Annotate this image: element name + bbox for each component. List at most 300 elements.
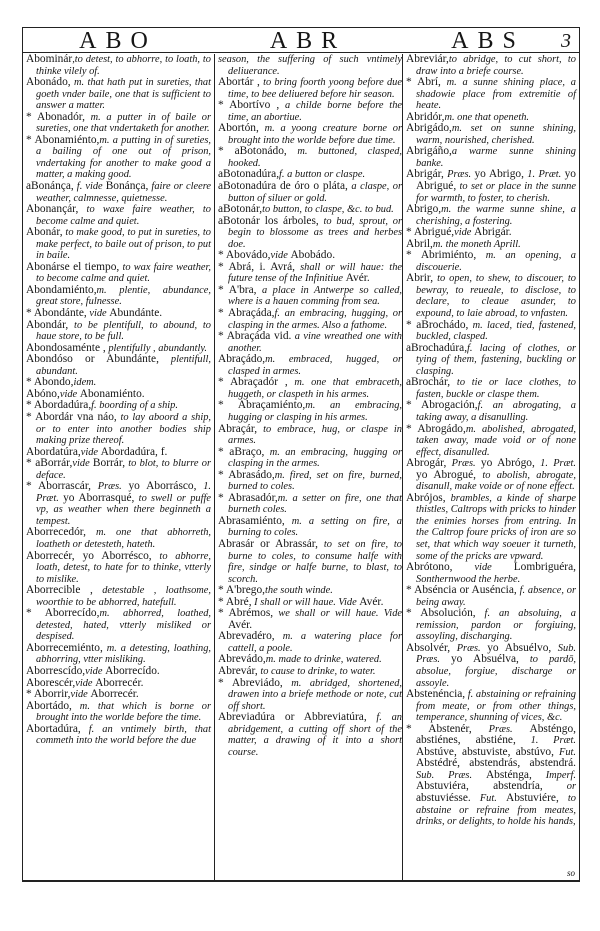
entry-definition: to pardō, absolue, forgiue, discharge or assoyle.: [416, 654, 576, 689]
entry-headword: Absolvér,: [406, 641, 451, 654]
entry-headword: Aborrascár,: [38, 480, 92, 493]
entry-definition: to button, to claspe, &c. to bud.: [262, 204, 394, 216]
entry-headword: Abrigué,: [413, 226, 455, 239]
entry-definition: a warme sunne shining banke.: [416, 146, 576, 169]
asterisk-marker: *: [26, 376, 34, 389]
dictionary-entry: [406, 689, 576, 724]
dictionary-entry: [26, 262, 211, 285]
entry-definition: Sub. Præs.: [416, 769, 486, 781]
entry-headword: Abraçádo,: [218, 353, 266, 366]
entry-headword: aBotonár los árboles,: [218, 214, 319, 227]
entry-definition: f. an abrogating, a taking away, a disanulling.: [416, 400, 576, 423]
entry-headword: Abrasamiénto,: [218, 514, 285, 527]
dictionary-entry: [218, 608, 402, 631]
dictionary-entry: [218, 377, 402, 400]
catchword: so: [566, 868, 575, 878]
entry-definition: to set on fire, to burne to coles, to consume halfe with fire, sindge or halfe burne, to blast, to scorch.: [228, 538, 402, 585]
entry-definition: m. abridged, shortened, drawen into a briefe methode or note, cut off short.: [228, 677, 402, 712]
dictionary-column-middle: [218, 54, 402, 758]
entry-definition: vide: [75, 677, 96, 689]
entry-headword: Aborrecedór,: [26, 526, 86, 539]
entry-headword: Abrémos,: [228, 607, 274, 620]
entry-headword: Abortár ,: [218, 76, 260, 89]
entry-definition: 1. Præt.: [523, 169, 565, 181]
dictionary-entry: [406, 400, 576, 423]
entry-headword: Abondosaménte ,: [26, 341, 106, 354]
asterisk-marker: *: [218, 249, 226, 262]
entry-headword: Abordatúra,: [26, 445, 81, 458]
entry-spanish-form: yo Abrogué,: [416, 468, 477, 481]
entry-spanish-form: Aborrecér.: [90, 688, 139, 701]
asterisk-marker: *: [406, 722, 429, 735]
entry-definition: shall or will haue: the future tense of the Infinitiue: [228, 261, 402, 285]
entry-spanish-form: yo Absuélva,: [450, 653, 519, 666]
entry-headword: Abondo,: [33, 376, 74, 389]
column-divider: [402, 54, 403, 880]
entry-headword: Abstenéncia,: [406, 688, 466, 701]
asterisk-marker: *: [406, 318, 417, 331]
dictionary-entry: [26, 77, 211, 112]
entry-spanish-form: Absténgo, abstiénes, abstiéne,: [416, 722, 576, 747]
entry-definition: to waxe faire weather, to become calme and quiet.: [36, 204, 211, 227]
entry-definition: m. a setting on fire, a burning to coles.: [228, 515, 402, 539]
dictionary-entry: [218, 285, 402, 308]
dictionary-entry: [26, 112, 211, 135]
dictionary-entry: [218, 308, 402, 331]
entry-headword: Abordadúra,: [33, 399, 92, 412]
entry-definition: a place in Antwerpe so called, where is a hauen comming from sea.: [228, 284, 402, 308]
entry-definition: we shall or will haue. Vide: [273, 608, 403, 620]
entry-headword: Abstenér,: [428, 722, 472, 735]
dictionary-entry: [406, 273, 576, 319]
entry-definition: faire or cleere weather, calmnesse, quietnesse.: [36, 181, 211, 204]
entry-headword: Abrogádo,: [417, 422, 466, 435]
dictionary-entry: [218, 123, 402, 146]
entry-definition: 1. Præt.: [36, 481, 211, 504]
dictionary-entry: [218, 400, 402, 423]
entry-definition: Sub. Præs.: [416, 642, 576, 666]
entry-definition: to abhorre, loath, detest, to hate for to thinke, vtterly to mislike.: [36, 550, 211, 585]
entry-headword: Abrevár,: [218, 664, 258, 677]
entry-headword: Abortadúra,: [26, 722, 81, 735]
entry-spanish-form: Absténga,: [485, 768, 532, 781]
header-right-guide: ABS: [451, 28, 525, 54]
entry-headword: Abondamiénto,: [26, 283, 97, 296]
asterisk-marker: *: [218, 376, 230, 389]
dictionary-entry: [26, 724, 211, 747]
entry-definition: f. boording of a ship.: [91, 400, 178, 412]
entry-definition: m. a yoong creature borne or brought into the worlde before due time.: [228, 123, 402, 146]
dictionary-entry: [26, 204, 211, 227]
dictionary-entry: [26, 585, 211, 608]
dictionary-entry: [218, 424, 402, 447]
dictionary-entry: [218, 262, 402, 285]
entry-headword: Abrasádo,: [228, 468, 275, 481]
entry-definition: or: [542, 781, 576, 793]
entry-spanish-form: Abstúve, abstuviste, abstúvo,: [416, 745, 554, 758]
entry-definition: m. one that openeth.: [444, 111, 530, 123]
entry-definition: m. one that abhorreth, loatheth or detesteth, hateth.: [36, 527, 211, 550]
entry-spanish-form: Abundánte.: [109, 307, 163, 320]
asterisk-marker: *: [26, 688, 34, 701]
entry-definition: 1. Præt.: [515, 735, 576, 747]
dictionary-entry: [406, 493, 576, 562]
dictionary-entry: [26, 227, 211, 262]
entry-definition: f. an absoluing, a remission, pardon or forgiuing, assoyling, discharging.: [416, 608, 576, 643]
entry-spanish-form: Avér.: [228, 618, 253, 631]
entry-headword: Abóno,: [26, 387, 60, 400]
dictionary-entry: [218, 678, 402, 713]
entry-headword: Abridór,: [406, 110, 445, 123]
entry-spanish-form: Avér.: [345, 272, 370, 285]
dictionary-entry: [26, 135, 211, 181]
entry-definition: vide: [452, 562, 514, 574]
entry-definition: Præs.: [471, 723, 530, 735]
asterisk-marker: *: [26, 133, 35, 146]
asterisk-marker: *: [218, 283, 229, 296]
entry-definition: Præs.: [450, 642, 488, 654]
entry-headword: Abrasadór,: [227, 491, 278, 504]
entry-definition: a vine wreathed one with another.: [228, 331, 402, 354]
entry-definition: Fut.: [470, 793, 506, 804]
entry-headword: Abreviádo,: [231, 676, 283, 689]
entry-headword: aBrochádo,: [416, 318, 469, 331]
entry-spanish-form: yo Aborrasqué,: [63, 491, 135, 504]
asterisk-marker: *: [26, 607, 45, 620]
entry-headword: Aborrecér, yo Aborrésco,: [26, 549, 152, 562]
dictionary-entry: [218, 146, 402, 169]
entry-headword: Abonadór,: [37, 110, 85, 123]
entry-headword: Abonançár,: [26, 203, 79, 216]
header-center-guide: ABR: [269, 28, 347, 54]
entry-definition: plentifully , abundantly.: [105, 342, 208, 354]
entry-definition: f. abstaining or refraining from meate, or from other things, temperance, shunning of vices, &c.: [416, 689, 576, 724]
asterisk-marker: *: [406, 76, 418, 89]
entry-headword: Abrevadéro,: [218, 630, 275, 643]
entry-spanish-form: yo Abrógo,: [480, 457, 535, 470]
entry-definition: m. that which is borne or brought into the worlde before the time.: [36, 700, 211, 724]
entry-definition: m. an embracing, hugging or clasping in the armes.: [228, 446, 402, 470]
entry-headword: Abondár,: [26, 318, 69, 331]
dictionary-entry: [218, 100, 402, 123]
asterisk-marker: *: [406, 422, 418, 435]
entry-headword: Abrigo,: [406, 203, 442, 216]
entry-definition: to set or place in the sunne for warmth, to foster, to cherish.: [416, 181, 576, 204]
entry-definition: Præs.: [443, 169, 475, 181]
entry-headword: Aborrescído,: [26, 664, 86, 677]
entry-headword: Abrigádo,: [406, 122, 452, 135]
dictionary-column-left: [26, 54, 211, 747]
dictionary-entry: [406, 643, 576, 689]
dictionary-entry: [218, 493, 402, 516]
entry-definition: vide: [59, 388, 80, 400]
entry-headword: Abreviadúra or Abbreviatúra,: [218, 711, 367, 724]
entry-definition: Præs.: [91, 481, 129, 493]
dictionary-entry: [26, 481, 211, 527]
entry-headword: Aborrir,: [33, 688, 71, 701]
entry-definition: to open, to shew, to discouer, to bewray, to reueale, to disclose, to declare, to cleaue asunder, to expound, to laie abroad, to vnfasten.: [416, 273, 576, 320]
entry-spanish-form: Borrár,: [92, 457, 126, 470]
entry-spanish-form: yo Abrigo,: [474, 168, 524, 181]
entry-headword: Abrasár or Abrassár,: [218, 537, 318, 550]
dictionary-entry: [406, 724, 576, 828]
entry-headword: Absolución,: [420, 607, 476, 620]
dictionary-entry: [26, 458, 211, 481]
dictionary-entry: [26, 701, 211, 724]
dictionary-entry: [218, 447, 402, 470]
entry-headword: Abrí,: [417, 76, 441, 89]
entry-headword: Abraçadór ,: [229, 376, 288, 389]
dictionary-entry: [406, 204, 576, 227]
entry-definition: vide: [72, 458, 93, 470]
entry-spanish-form: Abobádo.: [290, 249, 336, 262]
entry-headword: aBotonadúra,: [218, 168, 280, 181]
entry-spanish-form: Abonamiénto.: [79, 387, 145, 400]
entry-definition: m. that hath put in sureties, that goeth vnder baile, one that is sufficient to answer a matter.: [36, 77, 211, 112]
entry-headword: Abrir,: [406, 272, 434, 285]
entry-definition: idem.: [73, 377, 97, 389]
dictionary-entry: [26, 527, 211, 550]
entry-headword: A'brego,: [225, 584, 265, 597]
dictionary-entry: [406, 458, 576, 493]
entry-definition: m. laced, tied, fastened, buckled, clasped.: [416, 319, 576, 343]
asterisk-marker: *: [218, 445, 230, 458]
entry-definition: m. the warme sunne shine, a cherishing, a fostering.: [416, 204, 576, 227]
entry-headword: Abrigár,: [406, 168, 444, 181]
asterisk-marker: *: [26, 480, 39, 493]
entry-definition: m. the moneth Aprill.: [432, 238, 521, 250]
entry-headword: Abril,: [406, 237, 433, 250]
entry-headword: Abovádo,: [225, 249, 271, 262]
entry-definition: m. one that embraceth, huggeth, or claspeth in his armes.: [228, 377, 402, 400]
entry-definition: m. a detesting, loathing, abhorring, vtter misliking.: [36, 642, 211, 666]
dictionary-entry: [26, 551, 211, 586]
asterisk-marker: *: [218, 145, 235, 158]
entry-headword: aBrochár,: [406, 376, 451, 389]
running-header: [23, 28, 579, 53]
entry-definition: m. a putter in of baile or sureties, one that vndertaketh for another.: [36, 111, 211, 135]
entry-headword: Abrevádo,: [218, 653, 266, 666]
entry-definition: Sonthernwood the herbe.: [416, 573, 521, 585]
dictionary-entry: [26, 54, 211, 77]
entry-definition: to abolish, abrogate, disanull, make voide or of none effect.: [416, 469, 576, 493]
entry-definition: to abstaine or refraine from meates, drinks, or delights, to holde his hands,: [416, 793, 576, 828]
entry-definition: m. made to drinke, watered.: [265, 654, 382, 666]
asterisk-marker: *: [218, 330, 227, 343]
entry-definition: m. a putting in of sureties, a bailing of one out of prison, vndertaking for another to make good a matter, a making good.: [36, 134, 211, 181]
entry-definition: to cause to drinke, to water.: [257, 665, 376, 677]
entry-definition: detestable , loathsome, woorthie to be abhorred, hatefull.: [36, 585, 211, 608]
entry-spanish-form: Abstédré, abstendrás, abstendrá.: [416, 757, 576, 770]
dictionary-entry: [218, 181, 402, 204]
column-divider: [214, 54, 215, 880]
dictionary-entry: [218, 631, 402, 654]
dictionary-entry: [218, 216, 402, 251]
entry-headword: Abraçáda,: [228, 307, 275, 320]
asterisk-marker: *: [218, 607, 229, 620]
asterisk-marker: *: [26, 457, 36, 470]
entry-headword: Abraçár,: [218, 422, 258, 435]
entry-definition: to swell or puffe vp, as weather when there beginneth a tempest.: [36, 492, 211, 527]
entry-definition: f. absence, or being away.: [416, 585, 576, 608]
entry-spanish-form: yo Abrigué,: [416, 168, 576, 193]
entry-spanish-form: Lombriguéra,: [513, 561, 576, 574]
entry-definition: the south winde.: [264, 585, 333, 597]
entry-spanish-form: Aborrecído.: [105, 664, 160, 677]
dictionary-entry: [26, 285, 211, 308]
entry-definition: m. plentie, abundance, great store, fulnesse.: [36, 284, 211, 308]
entry-definition: to lay aboord a ship, or to enter into another bodies ship making prize thereof.: [36, 411, 211, 447]
dictionary-entry: [218, 712, 402, 758]
entry-definition: ,to detest, to abhorre, to loath, to thinke vilely of.: [36, 54, 211, 77]
dictionary-entry: [26, 320, 211, 343]
dictionary-entry: [218, 516, 402, 539]
asterisk-marker: *: [406, 399, 421, 412]
asterisk-marker: *: [26, 307, 34, 320]
dictionary-entry: [26, 181, 211, 204]
asterisk-marker: *: [218, 595, 226, 608]
entry-headword: A'bra,: [228, 283, 257, 296]
entry-definition: a claspe, or button of siluer or gold.: [228, 181, 402, 204]
entry-spanish-form: yo Absuélvo,: [487, 641, 552, 654]
entry-headword: aBrochadúra,: [406, 341, 468, 354]
entry-headword: Abrogár,: [406, 457, 447, 470]
page-frame: [22, 27, 580, 882]
entry-definition: a childe borne before the time, an abortiue.: [228, 100, 402, 123]
entry-definition: m. a setter on fire, one that burneth coles.: [228, 492, 403, 516]
asterisk-marker: *: [218, 399, 238, 412]
asterisk-marker: *: [26, 110, 37, 123]
entry-definition: to embrace, hug, or claspe in armes.: [228, 423, 402, 447]
entry-headword: Aborrecible ,: [26, 584, 93, 597]
entry-definition: m. an embracing, hugging or clasping in his armes.: [228, 400, 402, 423]
entry-headword: aBorrár,: [35, 457, 73, 470]
dictionary-entry: [26, 608, 211, 643]
dictionary-entry: [406, 608, 576, 643]
dictionary-entry: [406, 343, 576, 378]
dictionary-entry: [406, 169, 576, 204]
dictionary-entry: [406, 320, 576, 343]
entry-definition: f. a button or claspe.: [279, 169, 366, 181]
header-left-guide: ABO: [79, 28, 157, 54]
entry-headword: Aborrecemiénto,: [26, 641, 103, 654]
asterisk-marker: *: [218, 307, 228, 320]
dictionary-entry: [406, 77, 576, 112]
entry-definition: f. an abridgement, a cutting off short of the matter, a drawing of it into a short course.: [228, 712, 402, 758]
entry-definition: I shall or will haue. Vide: [251, 596, 360, 608]
entry-headword: Abonamiénto,: [34, 133, 100, 146]
entry-headword: Abré,: [225, 595, 252, 608]
entry-definition: to make good, to put in sureties, to make perfect, to baile out of prison, to put in baile.: [36, 227, 211, 262]
entry-definition: m. abhorred, loathed, detested, hated, vtterly misliked or despised.: [36, 608, 211, 643]
dictionary-entry: [218, 331, 402, 354]
entry-headword: Abrigáño,: [406, 145, 452, 158]
dictionary-entry: [406, 54, 576, 77]
entry-headword: Abortívo ,: [229, 99, 280, 112]
asterisk-marker: *: [406, 607, 421, 620]
entry-definition: vide: [454, 227, 475, 239]
asterisk-marker: *: [218, 468, 229, 481]
asterisk-marker: *: [218, 584, 226, 597]
entry-definition: plentifull, abundant.: [36, 354, 211, 377]
dictionary-entry: [406, 146, 576, 169]
entry-definition: to bring foorth yoong before due time, to bee deliuered before hir season.: [228, 77, 402, 100]
entry-headword: Abortádo,: [26, 699, 72, 712]
dictionary-entry: [218, 354, 402, 377]
entry-definition: m. embraced, hugged, or clasped in armes.: [228, 354, 402, 377]
entry-headword: aBotonár,: [218, 203, 263, 216]
asterisk-marker: *: [218, 491, 228, 504]
entry-headword: aBotonádo,: [234, 145, 287, 158]
entry-headword: Abséncia or Auséncia,: [414, 584, 517, 597]
entry-definition: m. an opening, a discouerie.: [416, 250, 576, 273]
entry-spanish-form: Abordadúra, f.: [100, 445, 168, 458]
entry-definition: m. a sunne shining place, a shadowie place from extremitie of heate.: [416, 77, 576, 112]
asterisk-marker: *: [26, 410, 36, 423]
asterisk-marker: *: [26, 399, 34, 412]
entry-definition: m. buttoned, clasped, hooked.: [228, 146, 402, 169]
entry-spanish-form: Avér.: [359, 595, 384, 608]
entry-definition: to tie or lace clothes, to fasten, buckle or claspe them.: [416, 377, 576, 400]
entry-definition: to abridge, to cut short, to draw into a briefe course.: [416, 54, 576, 77]
dictionary-entry: [26, 643, 211, 666]
entry-definition: to bud, sprout, or begin to blossome as trees and herbes doe.: [228, 215, 402, 250]
entry-spanish-form: Abstuviéra, abstendría,: [416, 780, 543, 793]
entry-headword: Abondóso or Abundánte,: [26, 353, 159, 366]
entry-definition: to blot, to blurre or deface.: [36, 458, 211, 481]
entry-definition: vide: [270, 250, 291, 262]
entry-spanish-form: Aborrecér.: [95, 676, 144, 689]
dictionary-entry: [218, 470, 402, 493]
dictionary-entry: [406, 250, 576, 273]
entry-headword: Abonádo,: [26, 76, 71, 89]
entry-headword: Abonárse el tiempo,: [26, 260, 120, 273]
entry-headword: aBraço,: [229, 445, 265, 458]
entry-headword: Abreviár,: [406, 53, 449, 65]
entry-headword: Aborescér,: [26, 676, 76, 689]
entry-definition: f. vide: [73, 181, 106, 193]
entry-headword: Abordár vna náo,: [35, 410, 117, 423]
dictionary-entry: [406, 377, 576, 400]
entry-definition: 1. Præt.: [534, 458, 577, 470]
entry-headword: aBonánça,: [26, 180, 74, 193]
dictionary-entry: [406, 123, 576, 146]
entry-headword: Abraçamiénto,: [237, 399, 306, 412]
entry-definition: m. a watering place for cattell, a poole.: [228, 631, 402, 654]
dictionary-entry: [26, 354, 211, 377]
dictionary-entry: [26, 412, 211, 447]
dictionary-entry: [218, 539, 402, 585]
asterisk-marker: *: [218, 676, 232, 689]
dictionary-entry: [218, 77, 402, 100]
asterisk-marker: *: [406, 226, 414, 239]
entry-spanish-form: Abrigár.: [474, 226, 512, 239]
entry-spanish-form: Abstuviére,: [505, 792, 559, 804]
entry-definition: season, the suffering of such vntimely deliuerance.: [218, 54, 402, 77]
entry-definition: brambles, a kinde of sharpe thistles, Caltrops with pricks to hinder the enimies horses from entring. In the Caltrop foure pricks of iron are so set, that which way soeuer it turneth, some of the pricks are vpward.: [416, 492, 576, 562]
asterisk-marker: *: [406, 249, 421, 262]
entry-spanish-form: yo Aborrásco,: [128, 480, 197, 493]
entry-headword: Abraçáda vid.: [226, 330, 292, 343]
dictionary-entry: [406, 424, 576, 459]
page-number: 3: [561, 30, 571, 52]
entry-definition: Præs.: [446, 458, 481, 470]
entry-definition: vide: [85, 665, 106, 677]
entry-definition: vide: [70, 689, 91, 701]
entry-headword: Abonár,: [26, 226, 63, 239]
entry-headword: Aborrecído,: [44, 607, 100, 620]
asterisk-marker: *: [406, 584, 415, 597]
